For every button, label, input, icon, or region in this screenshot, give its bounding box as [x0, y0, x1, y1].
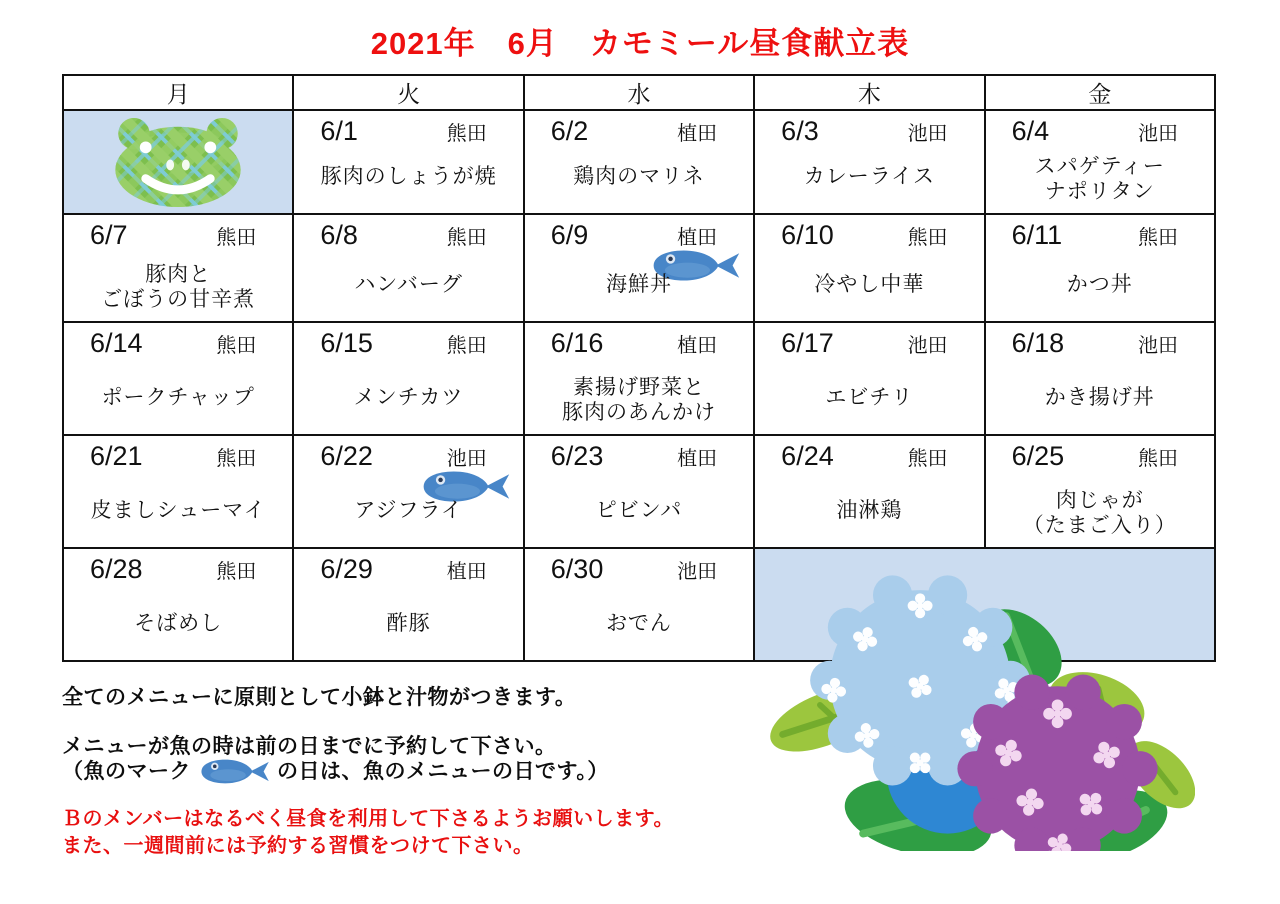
- cell-date: 6/3: [781, 116, 819, 146]
- cook-name: 池田: [1138, 335, 1178, 357]
- menu-item: [755, 164, 983, 189]
- cook-name: 植田: [446, 561, 487, 583]
- cell-date-line: [755, 111, 983, 147]
- cell-date: 6/10: [781, 220, 834, 250]
- hydrangea-flowers-icon: [763, 553, 1195, 851]
- menu-item-line: メンチカツ: [353, 385, 464, 409]
- flower-decoration-cell: [754, 548, 1215, 661]
- cell-date-line: [294, 215, 522, 251]
- day-header: 火: [293, 75, 523, 110]
- cook-name: 池田: [1138, 123, 1178, 145]
- note-request-members: Ｂのメンバーはなるべく昼食を利用して下さるようお願いします。: [62, 808, 674, 830]
- menu-item: [294, 611, 522, 636]
- menu-cell: [63, 322, 293, 435]
- cell-date-line: [64, 215, 292, 251]
- menu-item-line: （たまご入り）: [1022, 513, 1177, 537]
- menu-item-line: 海鮮丼: [605, 272, 672, 296]
- cell-date: 6/2: [550, 116, 589, 146]
- page-title: 2021年 6月 カモミール昼食献立表: [370, 26, 910, 61]
- menu-cell: [524, 548, 754, 661]
- cook-name: 熊田: [1138, 227, 1178, 249]
- menu-item: [294, 164, 522, 189]
- menu-item: [986, 154, 1214, 204]
- cook-name: 熊田: [446, 335, 487, 357]
- menu-item: [294, 385, 522, 410]
- menu-item-line: 皮ましシューマイ: [90, 498, 266, 522]
- cell-date-line: [986, 111, 1214, 147]
- menu-cell: [293, 435, 523, 548]
- cook-name: 植田: [677, 123, 718, 145]
- menu-cell: [293, 110, 523, 214]
- cell-date-line: [755, 215, 983, 251]
- calendar-row: [63, 110, 1215, 214]
- menu-cell: [985, 214, 1215, 322]
- cell-date: 6/21: [90, 441, 143, 471]
- menu-item-line: 油淋鶏: [836, 498, 903, 522]
- cell-date-line: [986, 323, 1214, 359]
- menu-item: [986, 488, 1214, 538]
- menu-item-line: 豚肉のあんかけ: [561, 400, 716, 424]
- note-fish-reservation: メニューが魚の時は前の日までに予約して下さい。: [62, 735, 557, 758]
- day-header: 木: [754, 75, 984, 110]
- cook-name: 植田: [677, 335, 718, 357]
- menu-item: [755, 498, 983, 523]
- menu-cell: [754, 435, 984, 548]
- frog-face-icon: [64, 111, 292, 213]
- cell-date-line: [755, 323, 983, 359]
- note-side-dishes: 全てのメニューに原則として小鉢と汁物がつきます。: [62, 686, 577, 709]
- cell-date: 6/17: [781, 328, 834, 358]
- cook-name: 熊田: [216, 227, 257, 249]
- menu-cell: [293, 214, 523, 322]
- day-header: 水: [524, 75, 754, 110]
- cook-name: 植田: [677, 227, 718, 249]
- menu-item: [525, 498, 753, 523]
- cook-name: 熊田: [216, 561, 257, 583]
- cook-name: 熊田: [907, 227, 948, 249]
- cook-name: 池田: [907, 123, 948, 145]
- cook-name: 熊田: [1138, 448, 1178, 470]
- menu-cell: [754, 214, 984, 322]
- cell-date: 6/25: [1011, 441, 1065, 471]
- calendar-row: [63, 548, 1215, 661]
- cook-name: 熊田: [216, 448, 257, 470]
- menu-item: [755, 385, 983, 410]
- note-request-reserve: また、一週間前には予約する習慣をつけて下さい。: [62, 835, 534, 857]
- menu-item-line: 酢豚: [386, 611, 431, 635]
- menu-item: [525, 272, 753, 297]
- note-fish-mark-post: の日は、魚のメニューの日です。）: [277, 760, 609, 783]
- menu-item: [64, 498, 292, 523]
- menu-item-line: そばめし: [134, 611, 223, 635]
- menu-cell: [985, 435, 1215, 548]
- cell-date-line: [525, 111, 753, 147]
- menu-cell: [524, 110, 754, 214]
- cook-name: 池田: [446, 448, 487, 470]
- menu-item-line: ピビンパ: [595, 498, 683, 522]
- cell-date-line: [294, 436, 522, 472]
- cell-date-line: [755, 436, 983, 472]
- menu-cell: [985, 322, 1215, 435]
- menu-item: [64, 385, 292, 410]
- calendar-row: [63, 322, 1215, 435]
- cook-name: 池田: [907, 335, 948, 357]
- menu-item: [294, 498, 522, 523]
- menu-item-line: アジフライ: [354, 498, 463, 522]
- cell-date-line: [525, 436, 753, 472]
- menu-item-line: 豚肉のしょうが焼: [320, 164, 497, 188]
- cell-date-line: [294, 549, 522, 585]
- menu-item: [64, 611, 292, 636]
- menu-cell: [754, 322, 984, 435]
- cell-date: 6/8: [320, 220, 358, 250]
- cook-name: 熊田: [446, 123, 487, 145]
- menu-item-line: 鶏肉のマリネ: [573, 164, 705, 188]
- cell-date-line: [64, 549, 292, 585]
- cook-name: 熊田: [907, 448, 948, 470]
- menu-cell: [985, 110, 1215, 214]
- note-fish-mark-pre: （魚のマーク: [62, 760, 191, 783]
- day-header: 月: [63, 75, 293, 110]
- cook-name: 熊田: [216, 335, 257, 357]
- menu-item-line: 冷やし中華: [814, 272, 925, 296]
- menu-item: [755, 272, 983, 297]
- menu-item-line: かき揚げ丼: [1044, 385, 1155, 409]
- menu-item-line: おでん: [606, 611, 672, 635]
- cell-date: 6/30: [550, 554, 604, 584]
- menu-item-line: エビチリ: [825, 385, 914, 409]
- menu-item-line: ポークチャップ: [101, 385, 255, 409]
- menu-item: [64, 262, 292, 312]
- cell-date-line: [986, 215, 1214, 251]
- day-header-row: [63, 75, 1215, 110]
- menu-item: [525, 375, 753, 425]
- menu-cell: [524, 322, 754, 435]
- cell-date: 6/9: [550, 220, 589, 250]
- cell-date: 6/7: [90, 220, 128, 250]
- cell-date-line: [525, 323, 753, 359]
- menu-cell: [63, 548, 293, 661]
- menu-item-line: 素揚げ野菜と: [572, 375, 705, 399]
- menu-cell: [63, 435, 293, 548]
- menu-item-line: かつ丼: [1066, 272, 1133, 296]
- cell-date: 6/28: [90, 554, 143, 584]
- cell-date: 6/23: [550, 441, 604, 471]
- menu-item-line: カレーライス: [803, 164, 935, 188]
- cell-date-line: [294, 323, 522, 359]
- lunch-menu-calendar: [62, 74, 1216, 662]
- cell-date: 6/29: [320, 554, 373, 584]
- calendar-row: [63, 214, 1215, 322]
- menu-item: [525, 611, 753, 636]
- menu-cell: [293, 548, 523, 661]
- menu-cell: [63, 214, 293, 322]
- day-header: 金: [985, 75, 1215, 110]
- cell-date: 6/18: [1011, 328, 1065, 358]
- menu-item: [986, 272, 1214, 297]
- menu-cell: [293, 322, 523, 435]
- cell-date: 6/24: [781, 441, 834, 471]
- menu-item-line: 豚肉と: [145, 262, 212, 286]
- cook-name: 熊田: [446, 227, 487, 249]
- frog-decoration-cell: [63, 110, 293, 214]
- cell-date-line: [64, 436, 292, 472]
- cell-date: 6/4: [1011, 116, 1050, 146]
- cell-date-line: [986, 436, 1214, 472]
- cell-date: 6/11: [1011, 220, 1063, 250]
- cell-date-line: [294, 111, 522, 147]
- menu-item: [986, 385, 1214, 410]
- cell-date: 6/22: [320, 441, 373, 471]
- cell-date-line: [525, 549, 753, 585]
- calendar-row: [63, 435, 1215, 548]
- menu-cell: [754, 110, 984, 214]
- cell-date: 6/1: [320, 116, 358, 146]
- cell-date: 6/16: [550, 328, 604, 358]
- cell-date: 6/15: [320, 328, 373, 358]
- note-fish-mark: [62, 755, 609, 785]
- cell-date-line: [64, 323, 292, 359]
- menu-item: [525, 164, 753, 189]
- menu-item-line: 肉じゃが: [1055, 488, 1144, 512]
- menu-item-line: スパゲティー: [1034, 154, 1165, 178]
- cell-date-line: [525, 215, 753, 251]
- menu-cell: [524, 214, 754, 322]
- menu-item-line: ナポリタン: [1044, 179, 1155, 203]
- cook-name: 池田: [677, 561, 718, 583]
- menu-item-line: ハンバーグ: [354, 272, 463, 296]
- cell-date: 6/14: [90, 328, 143, 358]
- menu-cell: [524, 435, 754, 548]
- menu-item: [294, 272, 522, 297]
- fish-icon: [197, 758, 271, 785]
- cook-name: 植田: [677, 448, 718, 470]
- menu-item-line: ごぼうの甘辛煮: [101, 287, 256, 311]
